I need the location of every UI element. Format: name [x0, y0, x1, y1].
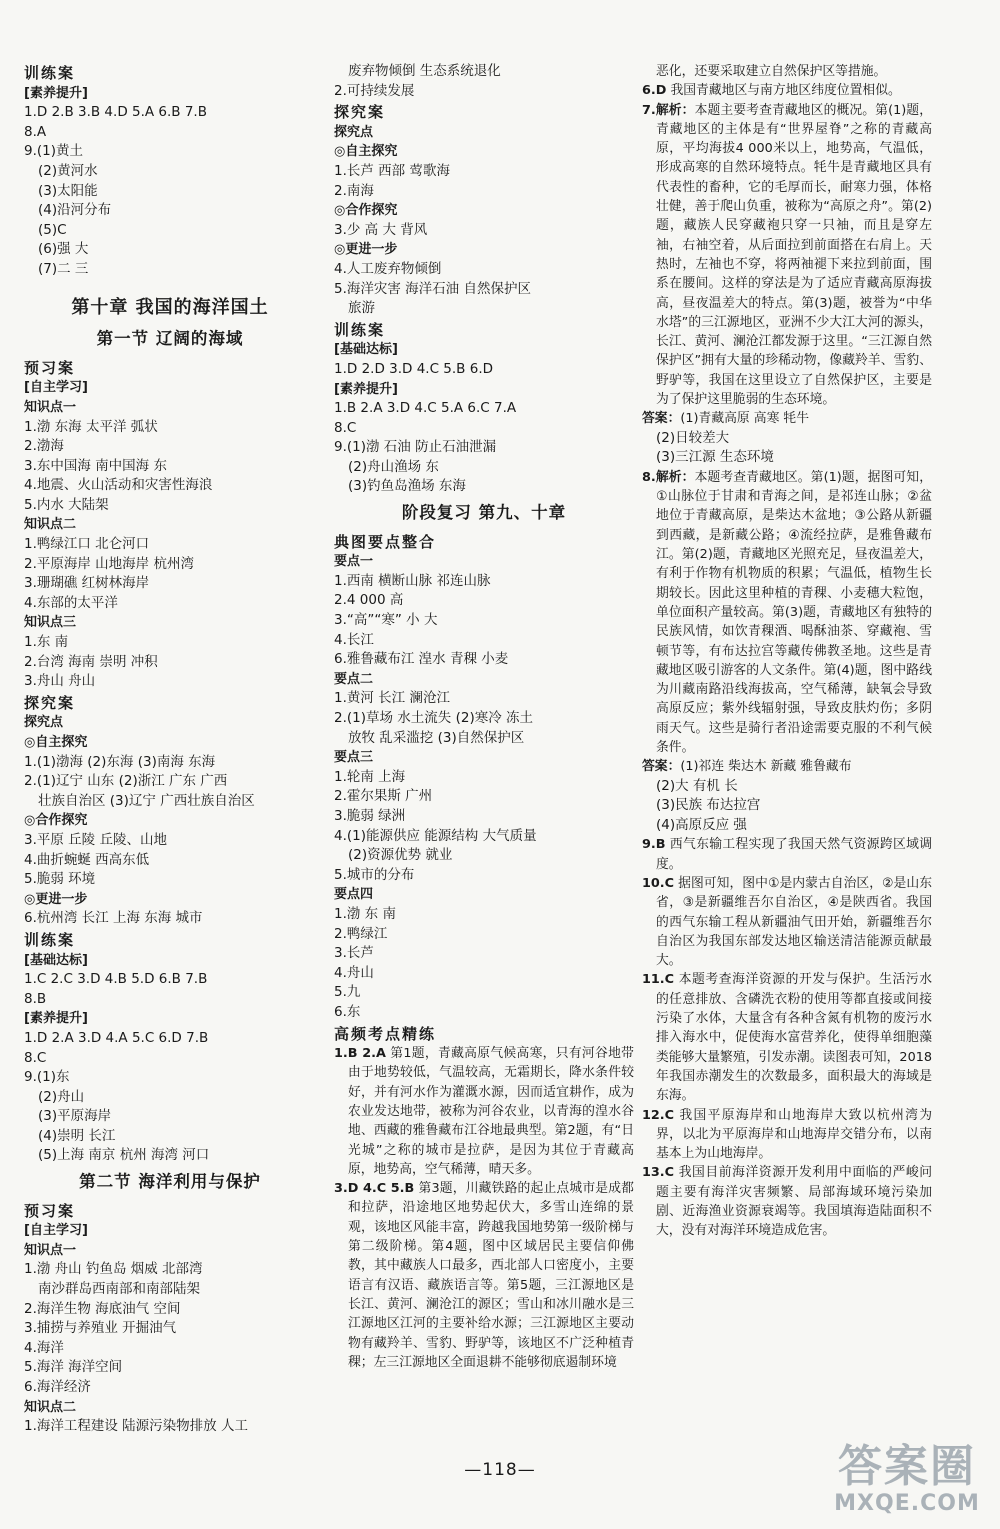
section-heading: 训练案 — [24, 930, 76, 949]
watermark-logo — [822, 1443, 992, 1523]
answer-line: 3.长芦 — [334, 945, 374, 962]
section-heading: 探究案 — [334, 103, 386, 122]
answer-line: 8.A — [24, 123, 47, 140]
answer-continuation: 南沙群岛西南部和南部陆架 — [38, 1281, 200, 1298]
answer-line: 2.南海 — [334, 182, 374, 199]
subsection-heading: 知识点三 — [24, 615, 77, 631]
subsection-heading: ◎自主探究 — [24, 735, 88, 750]
answer-line — [642, 757, 932, 776]
explanation-paragraph — [642, 1106, 932, 1164]
column-right — [642, 62, 932, 1241]
answer-line: 8.C — [24, 1049, 47, 1066]
section-heading: 高频考点精练 — [334, 1024, 437, 1043]
answer-line: 9.(1)东 — [24, 1069, 70, 1086]
lesson-title: 第一节 辽阔的海域 — [96, 329, 244, 349]
answer-line: 1.D 2.A 3.D 4.A 5.C 6.D 7.B — [24, 1029, 209, 1046]
answer-line: 6.东 — [334, 1003, 361, 1020]
answer-line: 2.海洋生物 海底油气 空间 — [24, 1300, 181, 1317]
answer-continuation: (5)C — [38, 221, 67, 238]
answer-line: 4.长江 — [334, 631, 374, 648]
answer-line: 5.脆弱 环境 — [24, 871, 96, 888]
answer-line: 3.捕捞与养殖业 开掘油气 — [24, 1320, 177, 1337]
answer-line — [642, 409, 932, 428]
answer-continuation: (2)资源优势 就业 — [348, 847, 453, 864]
explanation-text: 第1题，青藏高原气候高寒，只有河谷地带由于地势较低，气温较高，无霜期长，降水条件较好，并有河水作为灌溉水源，因而适宜耕作，成为农业发达地带，被称为河谷农业，以青海的湟水谷地、西藏的雅鲁藏布江谷地最典型。第2题，有“日光城”之称的城市是拉萨，是因为其位于青藏高原，地势高，空气稀薄，晴天多。 — [348, 1046, 634, 1177]
explanation-text: 据图可知，图中①是内蒙古自治区，②是山东省，③是新疆维吾尔自治区，④是陕西省。我国的西气东输工程从新疆油气田开始，新疆维吾尔自治区为我国东部发达地区输送清洁能源贡献最大。 — [656, 875, 932, 969]
subsection-heading: [素养提升] — [334, 381, 398, 397]
subsection-heading: 知识点二 — [24, 517, 77, 533]
answer-line: 2.鸭绿江 — [334, 925, 388, 942]
answer-line: 1.鸭绿江口 北仑河口 — [24, 536, 150, 553]
subsection-heading: [素养提升] — [24, 85, 88, 101]
section-heading: 探究案 — [24, 693, 76, 712]
answer-continuation: (4)高原反应 强 — [656, 816, 747, 833]
answer-key: 6.D — [642, 83, 667, 99]
paragraph-continuation: 恶化，还要采取建立自然保护区等措施。 — [656, 64, 887, 79]
chapter-title: 第十章 我国的海洋国土 — [71, 296, 269, 318]
answer-continuation: (2)日较差大 — [656, 429, 730, 446]
answer-line: 1.长芦 西部 莺歌海 — [334, 162, 450, 179]
answer-line: 5.海洋 海洋空间 — [24, 1359, 123, 1376]
answer-line: 4.海洋 — [24, 1339, 64, 1356]
explanation-text: 我国目前海洋资源开发利用中面临的严峻问题主要有海洋灾害频繁、局部海域环境污染加剧、近海渔业资源衰竭等。我国填海造陆面积不大，没有对海洋环境造成危害。 — [656, 1165, 932, 1239]
answer-line: 1.海洋工程建设 陆源污染物排放 人工 — [24, 1418, 248, 1435]
section-heading: 预习案 — [24, 358, 76, 377]
subsection-heading: 要点三 — [334, 750, 374, 766]
explanation-paragraph — [642, 970, 932, 1105]
answer-continuation: (4)崇明 长江 — [38, 1127, 116, 1144]
answer-line: 2.可持续发展 — [334, 82, 415, 99]
answer-continuation: (2)黄河水 — [38, 162, 98, 179]
answer-continuation: (3)太阳能 — [38, 182, 98, 199]
subsection-heading: ◎更进一步 — [334, 242, 398, 258]
answer-key: 1.B 2.A — [334, 1046, 386, 1062]
answer-line: 2.(1)草场 水土流失 (2)寒冷 冻土 — [334, 710, 533, 726]
answer-line: 1.B 2.A 3.D 4.C 5.A 6.C 7.A — [334, 400, 517, 417]
answer-line: 4.(1)能源供应 能源结构 大气质量 — [334, 827, 537, 844]
answer-line: 4.人工废弃物倾倒 — [334, 260, 442, 277]
answer-line: 2.台湾 海南 崇明 冲积 — [24, 653, 158, 670]
answer-continuation: 放牧 乱采滥挖 (3)自然保护区 — [348, 729, 525, 746]
answer-continuation: (7)二 三 — [38, 260, 89, 277]
explanation-paragraph — [642, 81, 932, 100]
answer-line: 1.黄河 长江 澜沧江 — [334, 690, 450, 707]
answer-line: 1.(1)渤海 (2)东海 (3)南海 东海 — [24, 753, 216, 770]
answer-continuation: (2)舟山渔场 东 — [348, 458, 439, 475]
explanation-text: 第3题，川藏铁路的起止点城市是成都和拉萨，沿途地区地势起伏大，多雪山连绵的景观，该地区风能丰富，跨越我国地势第一级阶梯与第二级阶梯。第4题，图中区域居民主要信仰佛教，其中藏族人口最多，西北部人口密度小，主要语言有汉语、藏族语言等。第5题，三江源地区是长江、黄河、澜沧江的源区；雪山和冰川融水是三江源地区江河的主要补给水源；三江源地区主要动物有藏羚羊、雪豹、野驴等，该地区不广泛种植青稞；左三江源地区全面退耕不能够彻底遏制环境 — [348, 1181, 634, 1370]
subsection-heading: 探究点 — [334, 124, 374, 140]
subsection-heading: 知识点一 — [24, 1242, 77, 1258]
answer-continuation: (3)平原海岸 — [38, 1108, 112, 1125]
explanation-paragraph — [334, 1044, 634, 1179]
answer-continuation: 壮族自治区 (3)辽宁 广西壮族自治区 — [38, 792, 255, 809]
lesson-title: 阶段复习 第九、十章 — [401, 503, 567, 523]
explanation-text: 本题考查海洋资源的开发与保护。生活污水的任意排放、含磷洗衣粉的使用等都直接或间接污染了水体，大量含有各种含氮有机物的废污水排入海水中，促使海水富营养化，使得单细胞藻类能够大量繁殖，引发赤潮。读图表可知，2018年我国赤潮发生的次数最多，面积最大的海域是东海。 — [656, 972, 932, 1104]
answer-line: 5.海洋灾害 海洋石油 自然保护区 — [334, 280, 531, 297]
answer-line: 3.东中国海 南中国海 东 — [24, 457, 167, 474]
lesson-title: 第二节 海洋利用与保护 — [79, 1172, 261, 1192]
answer-key: 13.C — [642, 1165, 675, 1181]
answer-line: 1.渤 舟山 钓鱼岛 烟威 北部湾 — [24, 1261, 203, 1278]
explanation-text: 西气东输工程实现了我国天然气资源跨区域调度。 — [656, 837, 932, 872]
watermark-url: MXQE.COM — [834, 1491, 980, 1516]
explanation-paragraph — [642, 874, 932, 970]
explanation-text: 本题考查青藏地区。第(1)题，据图可知，①山脉位于甘肃和青海之间，是祁连山脉；②盆地位于青藏高原，是柴达木盆地；③公路从新疆到西藏，是新藏公路；④流经拉萨，是雅鲁藏布江。第(2)题，青藏地区光照充足，昼夜温差大，有利于作物有机物质的积累；气温低，植物生长期较长。因此这里种植的青稞、小麦穗大粒饱，单位面积产量较高。第(3)题，青藏地区有独特的民族风情，如饮青稞酒、喝酥油茶、穿藏袍、雪顿节等，有布达拉宫等藏传佛教圣地。这些是青藏地区吸引游客的人文条件。第(4)题，图中路线为川藏南路沿线海拔高，空气稀薄，缺氧会导致高原反应；紫外线辐射强，导致皮肤灼伤；多阴雨天气。这些是骑行者沿途需要克服的不利气候条件。 — [656, 469, 932, 755]
answer-continuation: (5)上海 南京 杭州 海湾 河口 — [38, 1147, 210, 1164]
answer-line: 5.九 — [334, 984, 361, 1001]
explanation-text: 我国平原海岸和山地海岸大致以杭州湾为界，以北为平原海岸和山地海岸交错分布，以南基本上为山地海岸。 — [656, 1107, 932, 1162]
answer-line: 5.城市的分布 — [334, 866, 415, 883]
subsection-heading: 要点二 — [334, 671, 374, 687]
answer-line: 4.地震、火山活动和灾害性海浪 — [24, 477, 213, 494]
answer-continuation: (3)钓鱼岛渔场 东海 — [348, 478, 466, 495]
answer-continuation: (4)沿河分布 — [38, 202, 112, 219]
answer-line: 6.海洋经济 — [24, 1379, 91, 1395]
explanation-text: (1)青藏高原 高寒 牦牛 — [680, 411, 810, 427]
answer-line: 1.渤 东 南 — [334, 905, 396, 922]
answer-continuation: (2)舟山 — [38, 1088, 85, 1105]
subsection-heading: 要点一 — [334, 554, 374, 570]
answer-line: 9.(1)黄土 — [24, 143, 84, 160]
section-heading: 训练案 — [24, 64, 76, 82]
answer-line: 3.珊瑚礁 红树林海岸 — [24, 575, 150, 592]
answer-key: 12.C — [642, 1107, 675, 1123]
subsection-heading: ◎合作探究 — [24, 813, 88, 829]
watermark-text: 答案圈 — [838, 1441, 976, 1492]
answer-line: 2.霍尔果斯 广州 — [334, 788, 433, 805]
answer-continuation: (2)大 有机 长 — [656, 777, 738, 794]
subsection-heading: 知识点一 — [24, 399, 77, 415]
column-left — [24, 62, 316, 1437]
explanation-paragraph — [642, 101, 932, 410]
answer-line: 4.舟山 — [334, 964, 374, 981]
answer-key: 答案： — [642, 411, 681, 427]
answer-line: 1.东 南 — [24, 634, 69, 651]
explanation-paragraph — [334, 1179, 634, 1372]
answer-key: 8.解析： — [642, 469, 695, 485]
answer-line: 3.少 高 大 背风 — [334, 221, 428, 238]
subsection-heading: [自主学习] — [24, 380, 88, 396]
answer-continuation: (3)民族 布达拉宫 — [656, 797, 761, 814]
answer-line: 6.雅鲁藏布江 湟水 青稞 小麦 — [334, 651, 509, 668]
answer-line: 2.(1)辽宁 山东 (2)浙江 广东 广西 — [24, 773, 228, 790]
explanation-paragraph — [642, 1163, 932, 1240]
explanation-text: 我国青藏地区与南方地区纬度位置相似。 — [666, 83, 901, 99]
section-heading: 训练案 — [334, 320, 386, 339]
answer-line: 2.4 000 高 — [334, 592, 404, 609]
answer-line: 3.舟山 舟山 — [24, 673, 96, 690]
answer-key: 7.解析： — [642, 102, 695, 118]
answer-line: 4.东部的太平洋 — [24, 594, 118, 611]
subsection-heading: [基础达标] — [24, 952, 88, 968]
answer-line: 1.西南 横断山脉 祁连山脉 — [334, 572, 491, 589]
section-heading: 预习案 — [24, 1201, 76, 1220]
subsection-heading: ◎合作探究 — [334, 203, 398, 219]
answer-key: 3.D 4.C 5.B — [334, 1181, 415, 1197]
answer-key: 9.B — [642, 837, 666, 853]
answer-line: 1.D 2.B 3.B 4.D 5.A 6.B 7.B — [24, 104, 207, 121]
answer-key: 答案： — [642, 759, 681, 775]
page-number: —118— — [464, 1460, 536, 1480]
explanation-text: (1)祁连 柴达木 新藏 雅鲁藏布 — [680, 759, 852, 775]
answer-line: 6.杭州湾 长江 上海 东海 城市 — [24, 910, 203, 927]
subsection-heading: ◎更进一步 — [24, 891, 88, 907]
answer-continuation: (6)强 大 — [38, 241, 89, 258]
answer-continuation: 废弃物倾倒 生态系统退化 — [348, 63, 501, 79]
answer-line: 9.(1)渤 石油 防止石油泄漏 — [334, 439, 497, 456]
answer-line: 1.渤 东海 太平洋 弧状 — [24, 418, 158, 435]
subsection-heading: 要点四 — [334, 887, 374, 903]
answer-line: 3.平原 丘陵 丘陵、山地 — [24, 831, 167, 848]
subsection-heading: 知识点二 — [24, 1399, 77, 1415]
subsection-heading: ◎自主探究 — [334, 144, 398, 160]
subsection-heading: 探究点 — [24, 715, 64, 731]
answer-line: 1.C 2.C 3.D 4.B 5.D 6.B 7.B — [24, 971, 208, 988]
section-heading: 典图要点整合 — [334, 532, 437, 551]
explanation-paragraph — [642, 468, 932, 757]
answer-line: 1.轮南 上海 — [334, 768, 406, 785]
answer-continuation: 旅游 — [348, 300, 375, 317]
answer-continuation: (3)三江源 生态环境 — [656, 449, 774, 466]
subsection-heading: [基础达标] — [334, 342, 398, 358]
answer-line: 5.内水 大陆架 — [24, 496, 109, 513]
subsection-heading: [素养提升] — [24, 1011, 88, 1027]
answer-line: 3.脆弱 绿洲 — [334, 807, 406, 824]
answer-line: 3.“高”“寒” 小 大 — [334, 612, 438, 629]
answer-line: 8.B — [24, 990, 47, 1007]
answer-line: 2.渤海 — [24, 438, 64, 455]
explanation-text: 本题主要考查青藏地区的概况。第(1)题，青藏地区的主体是有“世界屋脊”之称的青藏高原，平均海拔4 000米以上，地势高，气温低，形成高寒的自然环境特点。牦牛是青藏地区具有代表性的畜种，它的毛厚而长，耐寒力强，体格壮健，善于爬山负重，被称为“高原之舟”。第(2)题，藏族人民穿藏袍只穿一只袖，而且是穿左袖，右袖空着，从后面拉到前面搭在右肩上。天热时，左袖也不穿，将两袖褪下来拉到前面，围系在腰间。这样的穿法是为了适应青藏高原海拔高，昼夜温差大的特点。第(3)题，被誉为“中华水塔”的三江源地区，亚洲不少大江大河的源头，长江、黄河、澜沧江都发源于这里。“三江源自然保护区”拥有大量的珍稀动物，像藏羚羊、雪豹、野驴等，我国在这里设立了自然保护区，主要是为了保护这里脆弱的生态环境。 — [656, 102, 932, 408]
answer-line: 2.平原海岸 山地海岸 杭州湾 — [24, 555, 194, 572]
subsection-heading: [自主学习] — [24, 1223, 88, 1239]
answer-line: 4.曲折蜿蜒 西高东低 — [24, 851, 150, 868]
answer-line: 1.D 2.D 3.D 4.C 5.B 6.D — [334, 360, 494, 377]
answer-key: 10.C — [642, 875, 675, 891]
explanation-paragraph — [642, 835, 932, 874]
answer-line: 8.C — [334, 419, 357, 436]
column-middle — [334, 62, 634, 1372]
answer-key: 11.C — [642, 972, 675, 988]
